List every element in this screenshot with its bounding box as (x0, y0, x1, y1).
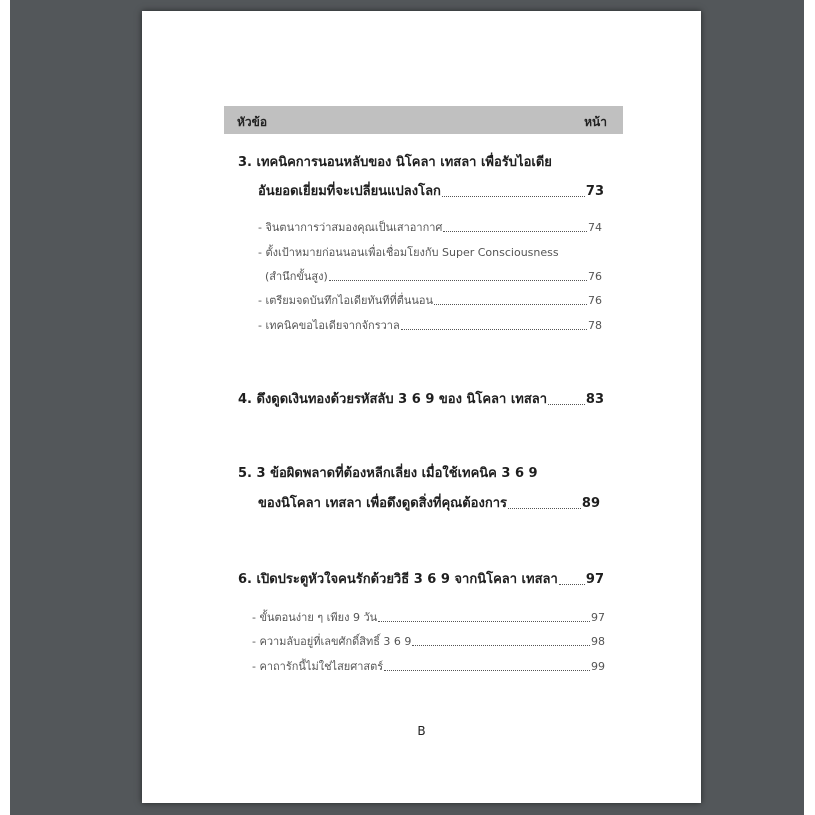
document-page (142, 11, 701, 803)
page-footer-number: B (417, 724, 426, 738)
leader-dots (442, 195, 585, 197)
toc-entry-4[interactable]: 4. ดึงดูดเงินทองด้วยรหัสลับ 3 6 9 ของ นิโคลา เทสลา 83 (238, 392, 604, 407)
toc-entry-5-line2[interactable]: ของนิโคลา เทสลา เพื่อดึงดูดสิ่งที่คุณต้องการ 89 (258, 496, 600, 511)
toc-subentry[interactable]: - เตรียมจดบันทึกไอเดียทันทีที่ตื่นนอน 76 (258, 294, 602, 307)
toc-header-page: หน้า (584, 115, 607, 129)
toc-subentry[interactable]: - ขั้นตอนง่าย ๆ เพียง 9 วัน 97 (252, 611, 605, 624)
toc-subentry[interactable]: - ความลับอยู่ที่เลขศักดิ์สิทธิ์ 3 6 9 98 (252, 635, 605, 648)
toc-subentry[interactable]: - คาถารักนี้ไม่ใช่ไสยศาสตร์ 99 (252, 660, 605, 673)
toc-entry-6[interactable]: 6. เปิดประตูหัวใจคนรักด้วยวิธี 3 6 9 จากนิโคลา เทสลา 97 (238, 572, 604, 587)
toc-subentry[interactable]: - จินตนาการว่าสมองคุณเป็นเสาอากาศ 74 (258, 221, 602, 234)
document-viewer (10, 0, 804, 815)
toc-entry-3-line1: 3. เทคนิคการนอนหลับของ นิโคลา เทสลา เพื่อรับไอเดีย (238, 155, 552, 170)
toc-entry-5-line1: 5. 3 ข้อผิดพลาดที่ต้องหลีกเลี่ยง เมื่อใช้เทคนิค 3 6 9 (238, 466, 538, 481)
toc-page-number: 73 (585, 184, 604, 199)
toc-subentry[interactable]: - ตั้งเป้าหมายก่อนนอนเพื่อเชื่อมโยงกับ Super Consciousness (258, 246, 559, 259)
toc-header-bar (224, 106, 623, 134)
toc-entry-3-line2[interactable]: อันยอดเยี่ยมที่จะเปลี่ยนแปลงโลก 73 (258, 184, 604, 199)
toc-subentry[interactable]: - เทคนิคขอไอเดียจากจักรวาล 78 (258, 319, 602, 332)
toc-header-topic: หัวข้อ (237, 115, 268, 129)
toc-subentry-continued[interactable]: (สำนึกขั้นสูง) 76 (265, 270, 602, 283)
